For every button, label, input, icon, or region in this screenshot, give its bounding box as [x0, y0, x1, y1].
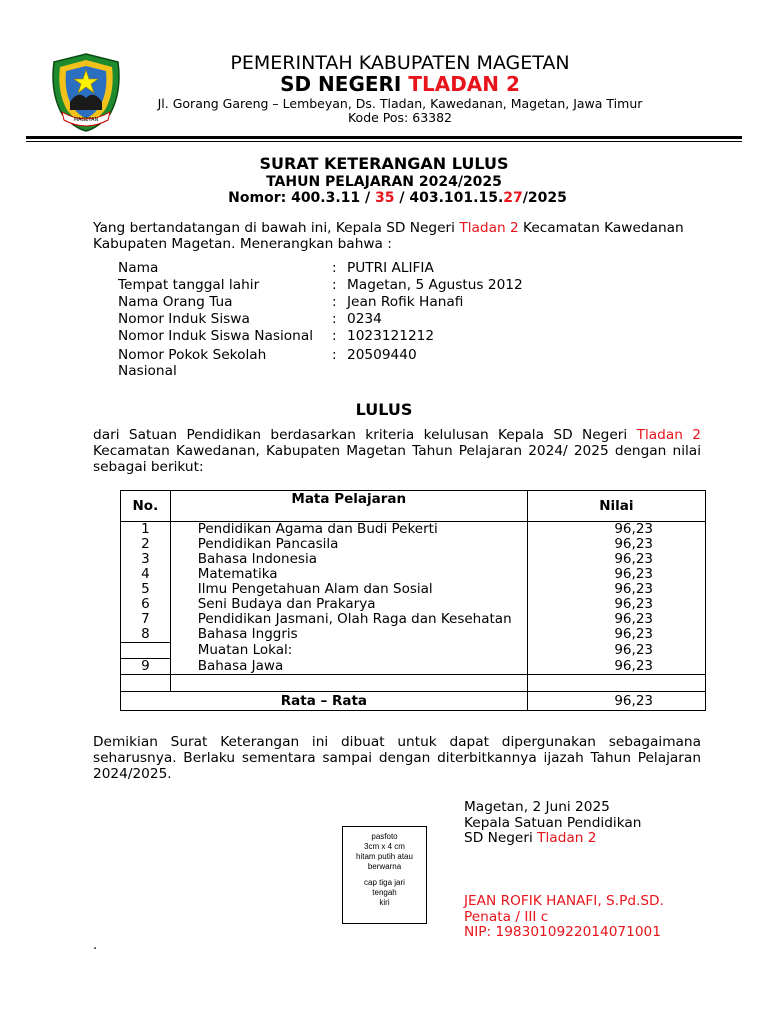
sign-school-prefix: SD Negeri	[464, 830, 538, 846]
school-title	[150, 72, 650, 96]
header-score: Nilai	[527, 491, 705, 522]
header-no: No.	[121, 491, 171, 522]
table-average-row	[121, 692, 706, 711]
photo-line: tengah	[372, 888, 397, 897]
field-value: 1023121212	[347, 328, 435, 344]
photo-line: hitam putih atau	[356, 852, 413, 861]
row-score: 96,23	[527, 522, 705, 538]
row-subject: Pendidikan Jasmani, Olah Raga dan Kesehatan	[170, 612, 527, 627]
header-subject: Mata Pelajaran	[170, 491, 527, 522]
row-subject: Ilmu Pengetahuan Alam dan Sosial	[170, 582, 527, 597]
table-row	[121, 627, 706, 643]
intro-pre: Yang bertandatangan di bawah ini, Kepala SD Negeri	[93, 220, 460, 236]
row-score: 96,23	[527, 612, 705, 627]
row-no	[121, 675, 171, 692]
field-value: 20509440	[347, 347, 417, 363]
table-row	[121, 552, 706, 567]
row-score: 96,23	[527, 659, 705, 675]
header-rule	[26, 136, 742, 139]
trailing-dot: .	[93, 938, 98, 953]
table-row	[121, 675, 706, 692]
desc-post: Kecamatan Kawedanan, Kabupaten Magetan Tahun Pelajaran 2024/ 2025 dengan nilai sebagai berikut:	[93, 443, 701, 475]
field-value: Magetan, 5 Agustus 2012	[347, 277, 523, 293]
field-label: Tempat tanggal lahir	[118, 277, 260, 293]
closing-paragraph: Demikian Surat Keterangan ini dibuat untuk dapat dipergunakan sebagaimana seharusnya. Berlaku sementara sampai dengan diterbitkannya ijazah Tahun Pelajaran 2024/2025.	[93, 734, 701, 782]
field-separator: :	[332, 277, 337, 293]
nomor-a: 35	[375, 190, 395, 206]
field-label: Nomor Pokok Sekolah Nasional	[118, 347, 267, 379]
academic-year: TAHUN PELAJARAN 2024/2025	[266, 174, 502, 190]
table-row	[121, 659, 706, 675]
row-subject: Bahasa Inggris	[170, 627, 527, 643]
field-label: Nama	[118, 260, 159, 276]
signatory-name: JEAN ROFIK HANAFI, S.Pd.SD.	[464, 893, 664, 909]
field-separator: :	[332, 294, 337, 310]
government-name: PEMERINTAH KABUPATEN MAGETAN	[230, 52, 570, 74]
photo-line: kiri	[379, 898, 390, 907]
table-row	[121, 612, 706, 627]
field-label: Nama Orang Tua	[118, 294, 233, 310]
row-no: 1	[121, 522, 171, 538]
school-title-name: TLADAN 2	[408, 72, 520, 96]
row-no: 5	[121, 582, 171, 597]
result-description	[93, 427, 701, 475]
photo-line: 3cm x 4 cm	[364, 842, 405, 851]
signatory-block	[464, 894, 664, 941]
row-score: 96,23	[527, 537, 705, 552]
photo-line: pasfoto	[371, 832, 398, 841]
table-row	[121, 643, 706, 659]
intro-school: Tladan 2	[459, 220, 519, 236]
signatory-nip: NIP: 198301092201407100​1	[464, 924, 661, 940]
table-row	[121, 537, 706, 552]
table-row	[121, 582, 706, 597]
row-no: 8	[121, 627, 171, 643]
school-title-prefix: SD NEGERI	[280, 72, 409, 96]
nomor-end: /2025	[522, 190, 567, 206]
row-score: 96,23	[527, 567, 705, 582]
document-number	[0, 190, 768, 206]
postal-code: Kode Pos: 63382	[347, 110, 453, 125]
field-value: PUTRI ALIFIA	[347, 260, 434, 276]
signature-block	[464, 800, 641, 847]
table-row	[121, 522, 706, 538]
signatory-rank: Penata / III c	[464, 908, 549, 925]
field-value: Jean Rofik Hanafi	[347, 294, 464, 310]
row-subject: Pendidikan Pancasila	[170, 537, 527, 552]
row-score: 96,23	[527, 627, 705, 643]
row-subject: Bahasa Indonesia	[170, 552, 527, 567]
field-value: 0234	[347, 311, 382, 327]
result-status: LULUS	[355, 400, 413, 419]
grades-table	[120, 490, 706, 711]
row-score: 96,23	[527, 643, 705, 659]
table-header-row	[121, 491, 706, 522]
row-subject	[170, 675, 527, 692]
intro-paragraph	[93, 220, 701, 252]
row-subject: Matematika	[170, 567, 527, 582]
sign-school	[464, 831, 641, 847]
row-score: 96,23	[527, 582, 705, 597]
row-no: 2	[121, 537, 171, 552]
row-no: 9	[121, 659, 171, 675]
desc-pre: dari Satuan Pendidikan berdasarkan kriteria kelulusan Kepala SD Negeri	[93, 427, 637, 443]
field-separator: :	[332, 311, 337, 327]
header-rule-thin	[26, 141, 742, 142]
field-separator: :	[332, 328, 337, 344]
row-no: 3	[121, 552, 171, 567]
sign-school-name: Tladan 2	[537, 830, 597, 846]
nomor-label: Nomor: 400.3.11 /	[228, 190, 376, 206]
row-score	[527, 675, 705, 692]
field-separator: :	[332, 260, 337, 276]
row-subject: Seni Budaya dan Prakarya	[170, 597, 527, 612]
average-value: 96,23	[527, 692, 705, 711]
document-title: SURAT KETERANGAN LULUS	[259, 154, 509, 173]
field-label: Nomor Induk Siswa	[118, 311, 250, 327]
sign-place-date: Magetan, 2 Juni 2025	[464, 799, 610, 815]
field-label: Nomor Induk Siswa Nasional	[118, 328, 314, 344]
row-no: 6	[121, 597, 171, 612]
row-score: 96,23	[527, 552, 705, 567]
sign-role: Kepala Satuan Pendidikan	[464, 814, 642, 831]
fingerprint-text	[343, 878, 426, 908]
photo-line: berwarna	[367, 862, 402, 871]
photo-text	[343, 832, 426, 872]
photo-placeholder	[342, 826, 427, 924]
table-row	[121, 597, 706, 612]
regency-logo	[48, 52, 124, 132]
nomor-b: 27	[503, 190, 523, 206]
logo-text: MAGETAN	[73, 117, 99, 123]
intro-post: Kecamatan Kawedanan Kabupaten Magetan. Menerangkan bahwa :	[93, 220, 684, 252]
table-row	[121, 567, 706, 582]
row-subject: Pendidikan Agama dan Budi Pekerti	[170, 522, 527, 538]
row-subject: Bahasa Jawa	[170, 659, 527, 675]
school-address: Jl. Gorang Gareng – Lembeyan, Ds. Tladan, Kawedanan, Magetan, Jawa Timur	[157, 96, 643, 111]
field-separator: :	[332, 347, 337, 363]
row-no: 4	[121, 567, 171, 582]
row-no: 7	[121, 612, 171, 627]
row-subject: Muatan Lokal:	[170, 643, 527, 659]
desc-school: Tladan 2	[636, 427, 701, 443]
nomor-mid: / 403.101.15.	[394, 190, 504, 206]
row-score: 96,23	[527, 597, 705, 612]
row-no	[121, 643, 171, 659]
average-label: Rata – Rata	[121, 692, 528, 711]
photo-line: cap tiga jari	[364, 878, 405, 887]
